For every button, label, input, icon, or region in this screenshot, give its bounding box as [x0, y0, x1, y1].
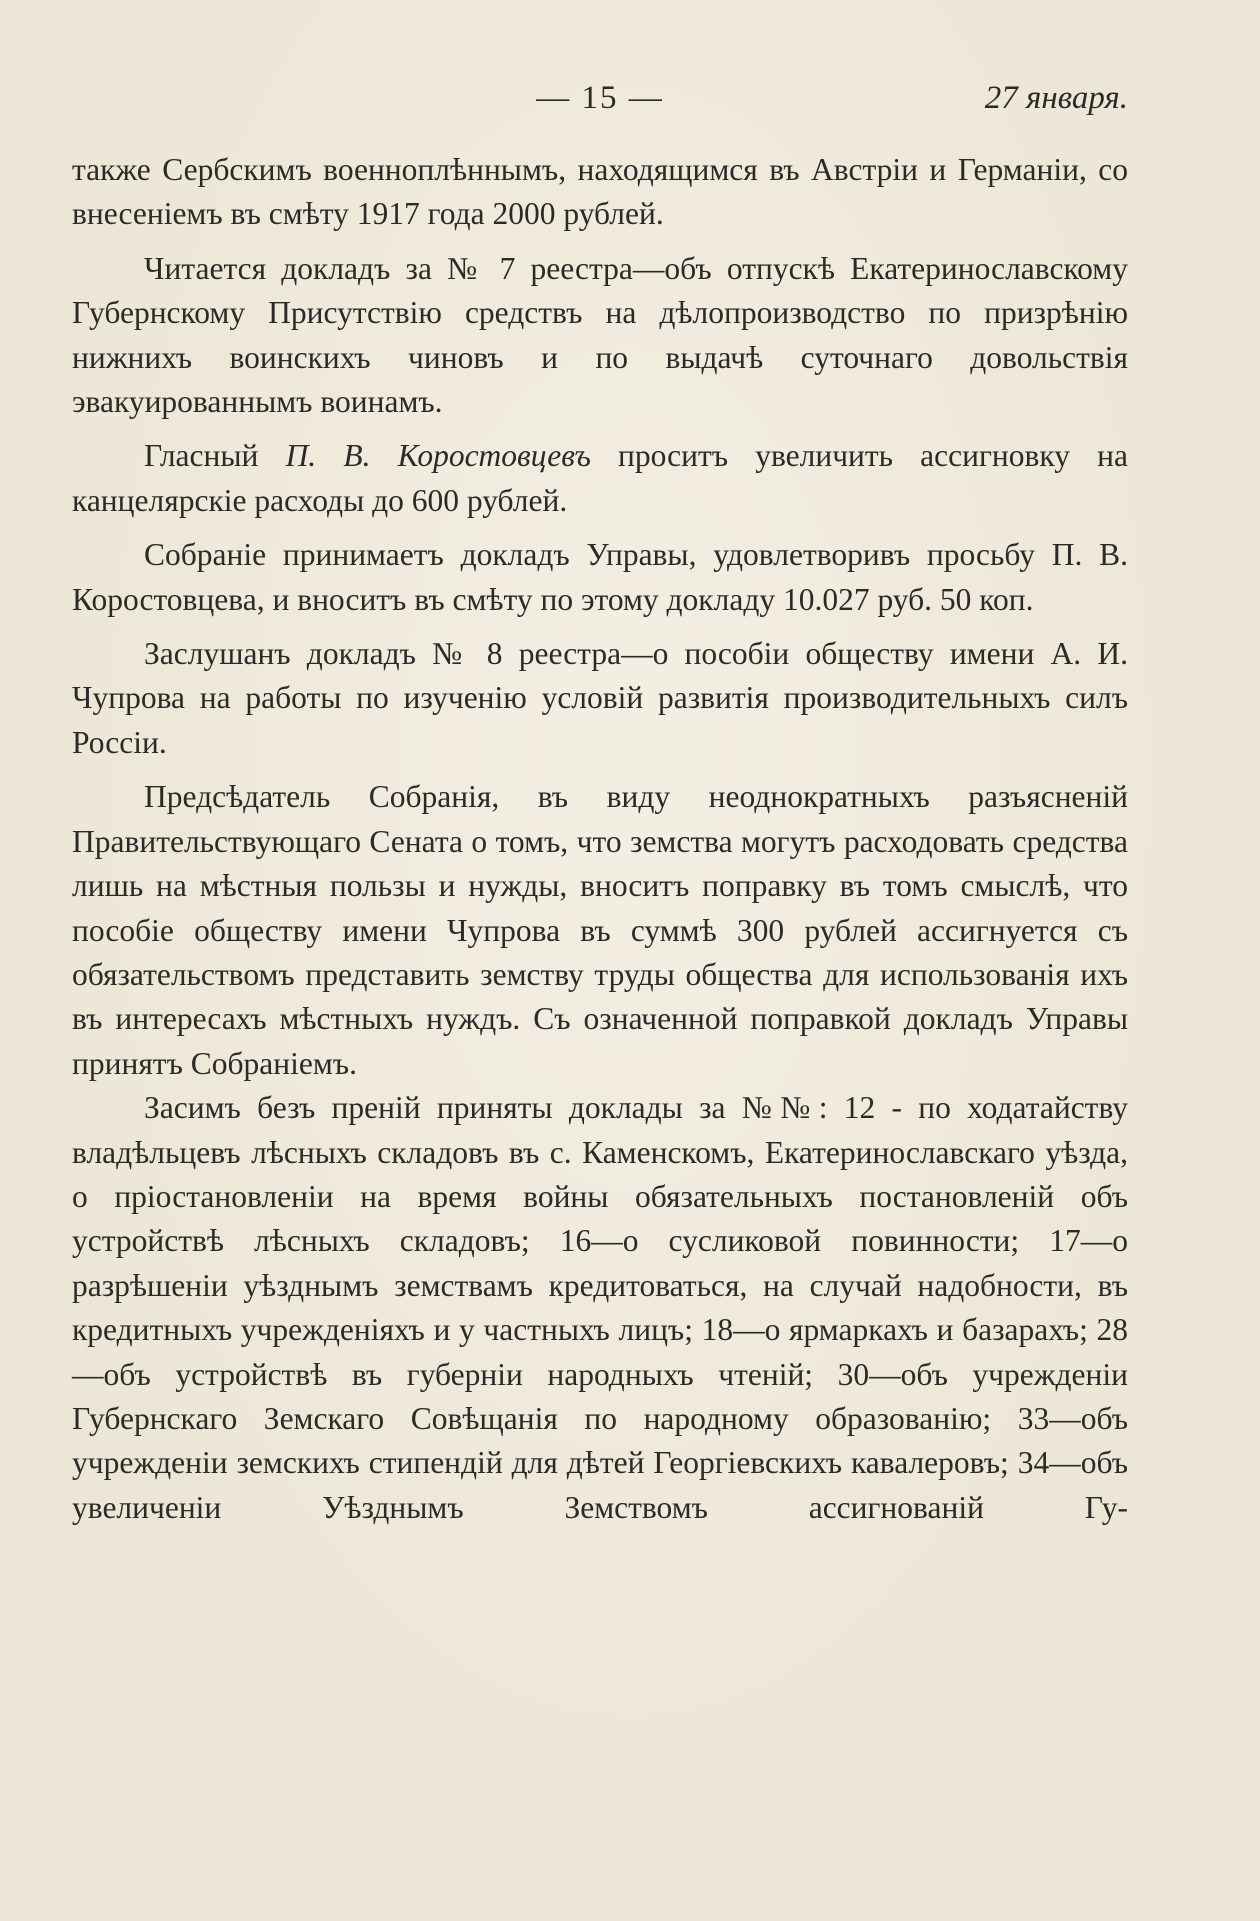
paragraph: Засимъ безъ преній приняты доклады за №№: 12 - по ходатайству владѣльцевъ лѣсныхъ складовъ въ с. Каменскомъ, Екатеринославскаго уѣзда, о пріостановленіи на время войны обязательныхъ постановленій объ устройствѣ лѣсныхъ складовъ; 16—о сусликовой повинности; 17—о разрѣшеніи уѣзднымъ земствамъ кредитоваться, на случай надобности, въ кредитныхъ учрежденіяхъ и у частныхъ лицъ; 18—о ярмаркахъ и базарахъ; 28—объ устройствѣ въ губерніи народныхъ чтеній; 30—объ учрежденіи Губернскаго Земскаго Совѣщанія по народному образованію; 33—объ учрежденіи земскихъ стипендій для дѣтей Георгіевскихъ кавалеровъ; 34—объ увеличеніи Уѣзднымъ Земствомъ ассигнованій Гу- [72, 1090, 1128, 1525]
page-header [72, 80, 1128, 130]
running-date: 27 января. [984, 80, 1128, 116]
paragraph: также Сербскимъ военноплѣннымъ, находящимся въ Австріи и Германіи, со внесеніемъ въ смѣту 1917 года 2000 рублей. [72, 152, 1128, 232]
paragraph: Предсѣдатель Собранія, въ виду неоднократныхъ разъясненій Правительствующаго Сената о томъ, что земства могутъ расходовать средства лишь на мѣстныя пользы и нужды, вноситъ поправку въ томъ смыслѣ, что пособіе обществу имени Чупрова въ суммѣ 300 рублей ассигнуется съ обязательствомъ представить земству труды общества для использованія ихъ въ интересахъ мѣстныхъ нуждъ. Съ означенной поправкой докладъ Управы принятъ Собраніемъ. [72, 779, 1128, 1081]
person-name: П. В. Коростовцевъ [285, 438, 591, 474]
body-text [72, 148, 1128, 1540]
paragraph-prefix: Гласный [144, 438, 286, 474]
paragraph [72, 434, 1128, 523]
paragraph: Читается докладъ за № 7 реестра—объ отпускѣ Екатеринославскому Губернскому Присутствію средствъ на дѣлопроизводство по призрѣнію нижнихъ воинскихъ чиновъ и по выдачѣ суточнаго довольствія эвакуированнымъ воинамъ. [72, 250, 1128, 420]
paragraph: Собраніе принимаетъ докладъ Управы, удовлетворивъ просьбу П. В. Коростовцева, и вноситъ въ смѣту по этому докладу 10.027 руб. 50 коп. [72, 537, 1128, 617]
page-number: — 15 — [536, 80, 664, 116]
paragraph: Заслушанъ докладъ № 8 реестра—о пособіи обществу имени А. И. Чупрова на работы по изученію условій развитія производительныхъ силъ Россіи. [72, 636, 1128, 760]
paragraph-suffix: проситъ увеличить ассигновку на канцелярскіе расходы до 600 рублей. [72, 438, 1128, 518]
